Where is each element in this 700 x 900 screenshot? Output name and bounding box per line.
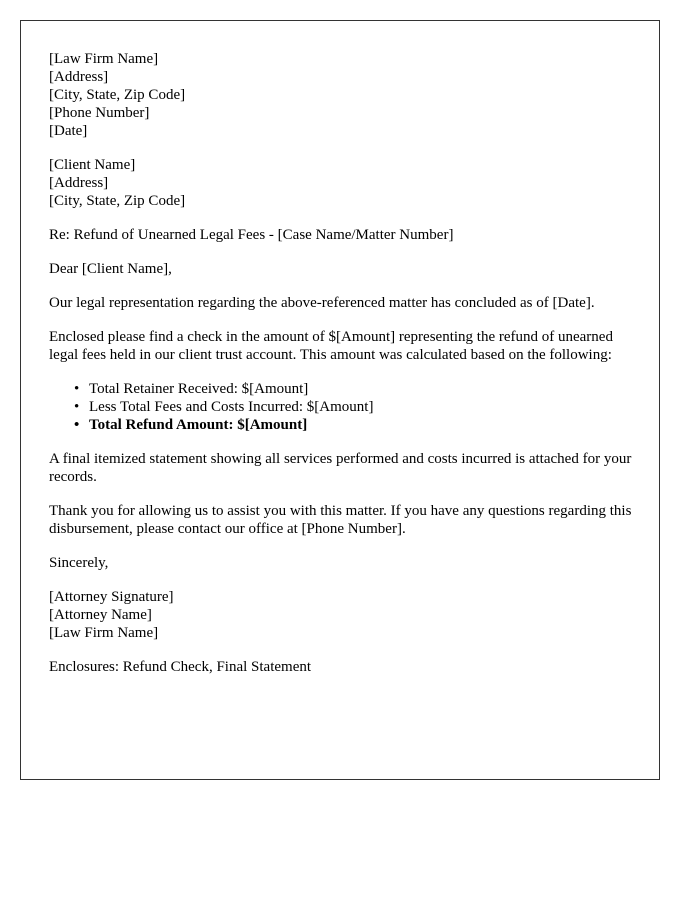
signature-block xyxy=(49,588,639,642)
total-refund-text: Total Refund Amount: $[Amount] xyxy=(89,417,308,433)
paragraph-enclosed-check: Enclosed please find a check in the amount of $[Amount] representing the refund of unearned legal fees held in our client trust account. This amount was calculated based on the following: xyxy=(49,329,613,363)
sender-city-state-zip: [City, State, Zip Code] xyxy=(49,87,186,103)
list-item xyxy=(74,398,639,416)
recipient-city-state-zip: [City, State, Zip Code] xyxy=(49,193,186,209)
attorney-signature: [Attorney Signature] xyxy=(49,589,174,605)
bullet-icon: • xyxy=(74,417,80,433)
bullet-icon: • xyxy=(74,399,80,415)
recipient-name: [Client Name] xyxy=(49,157,136,173)
sender-firm-name: [Law Firm Name] xyxy=(49,51,159,67)
paragraph-itemized-statement: A final itemized statement showing all services performed and costs incurred is attached for your records. xyxy=(49,451,632,485)
fees-incurred-text: Less Total Fees and Costs Incurred: $[Amount] xyxy=(89,399,374,415)
recipient-address: [Address] xyxy=(49,175,109,191)
subject-line: Re: Refund of Unearned Legal Fees - [Case Name/Matter Number] xyxy=(49,227,454,243)
sender-block xyxy=(49,50,639,140)
refund-breakdown-list xyxy=(49,380,639,434)
sender-phone: [Phone Number] xyxy=(49,105,150,121)
recipient-block xyxy=(49,156,639,210)
letter-body xyxy=(49,50,639,692)
retainer-received-text: Total Retainer Received: $[Amount] xyxy=(89,381,309,397)
paragraph-thank-you: Thank you for allowing us to assist you with this matter. If you have any questions regarding this disbursement, please contact our office at [Phone Number]. xyxy=(49,503,632,537)
salutation: Dear [Client Name], xyxy=(49,261,172,277)
bullet-icon: • xyxy=(74,381,80,397)
attorney-name: [Attorney Name] xyxy=(49,607,152,623)
signature-firm-name: [Law Firm Name] xyxy=(49,625,159,641)
enclosures-line: Enclosures: Refund Check, Final Statement xyxy=(49,659,312,675)
paragraph-representation-concluded: Our legal representation regarding the above-referenced matter has concluded as of [Date]. xyxy=(49,295,595,311)
list-item xyxy=(74,380,639,398)
sender-address: [Address] xyxy=(49,69,109,85)
list-item xyxy=(74,416,639,434)
letter-page xyxy=(20,20,660,780)
closing: Sincerely, xyxy=(49,555,109,571)
letter-date: [Date] xyxy=(49,123,88,139)
